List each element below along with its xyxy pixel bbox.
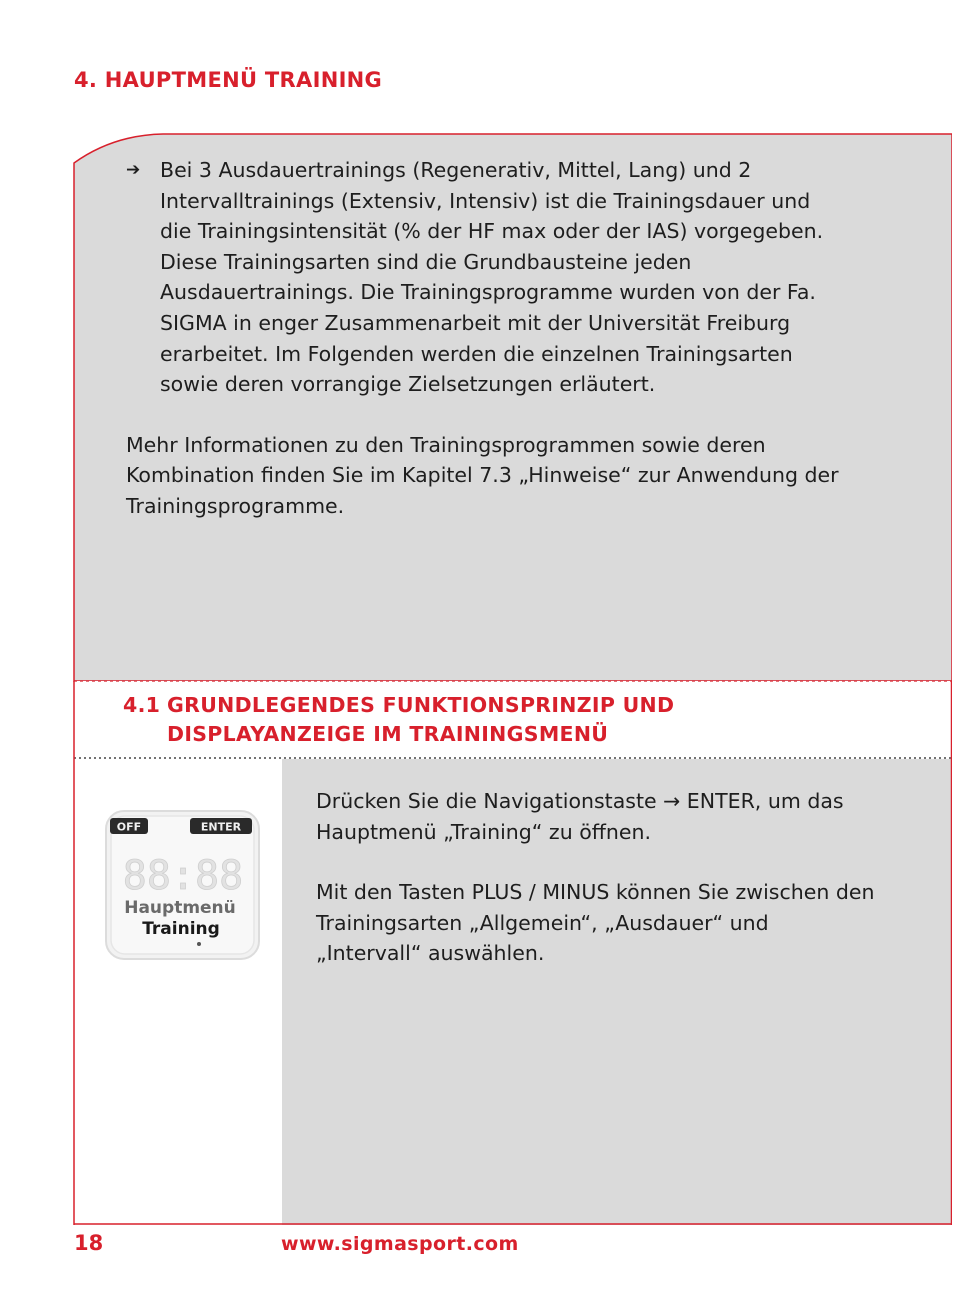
- section-title-line2: DISPLAYANZEIGE IM TRAININGSMENÜ: [167, 722, 609, 746]
- section-heading: [123, 691, 674, 749]
- page-number: 18: [74, 1231, 104, 1255]
- device-line2: Training: [142, 919, 220, 939]
- section-text-paragraph-1: Drücken Sie die Navigationstaste → ENTER, um das Hauptmenü „Training“ zu öffnen.: [316, 789, 844, 844]
- arrow-right-icon: ➔: [126, 160, 141, 180]
- footer-url[interactable]: www.sigmasport.com: [281, 1233, 519, 1255]
- device-graphic: [105, 810, 260, 960]
- device-button-enter: ENTER: [200, 820, 242, 834]
- device-line1: Hauptmenü: [124, 898, 236, 918]
- device-digits: 88:88: [122, 853, 244, 899]
- section-text-paragraph-2: Mit den Tasten PLUS / MINUS können Sie zwischen den Trainingsarten „Allgemein“, „Ausdauer“ und „Intervall“ auswählen.: [316, 880, 875, 966]
- intro-bullet: [126, 155, 846, 400]
- section-number: 4.1: [123, 693, 161, 717]
- page-title: 4. HAUPTMENÜ TRAINING: [74, 68, 383, 92]
- intro-text: [126, 155, 846, 522]
- device-display-illustration: [105, 810, 260, 960]
- intro-more-text: Mehr Informationen zu den Trainingsprogrammen sowie deren Kombination finden Sie im Kapitel 7.3 „Hinweise“ zur Anwendung der Trainingsprogramme.: [126, 432, 839, 518]
- device-button-off: OFF: [116, 820, 142, 834]
- section-text: [316, 786, 876, 969]
- intro-bullet-text: Bei 3 Ausdauertrainings (Regenerativ, Mittel, Lang) und 2 Intervalltrainings (Extensiv, Intensiv) ist die Trainingsdauer und die Trainingsintensität (% der HF max oder der IAS) vorgegeben. Diese Trainingsarten sind die Grundbausteine jeden Ausdauertrainings. Die Trainingsprogramme wurden von der Fa. SIGMA in enger Zusammenarbeit mit der Universität Freiburg erarbeitet. Im Folgenden werden die einzelnen Trainingsarten sowie deren vorrangige Zielsetzungen erläutert.: [160, 158, 824, 397]
- section-title-line1: GRUNDLEGENDES FUNKTIONSPRINZIP UND: [167, 693, 675, 717]
